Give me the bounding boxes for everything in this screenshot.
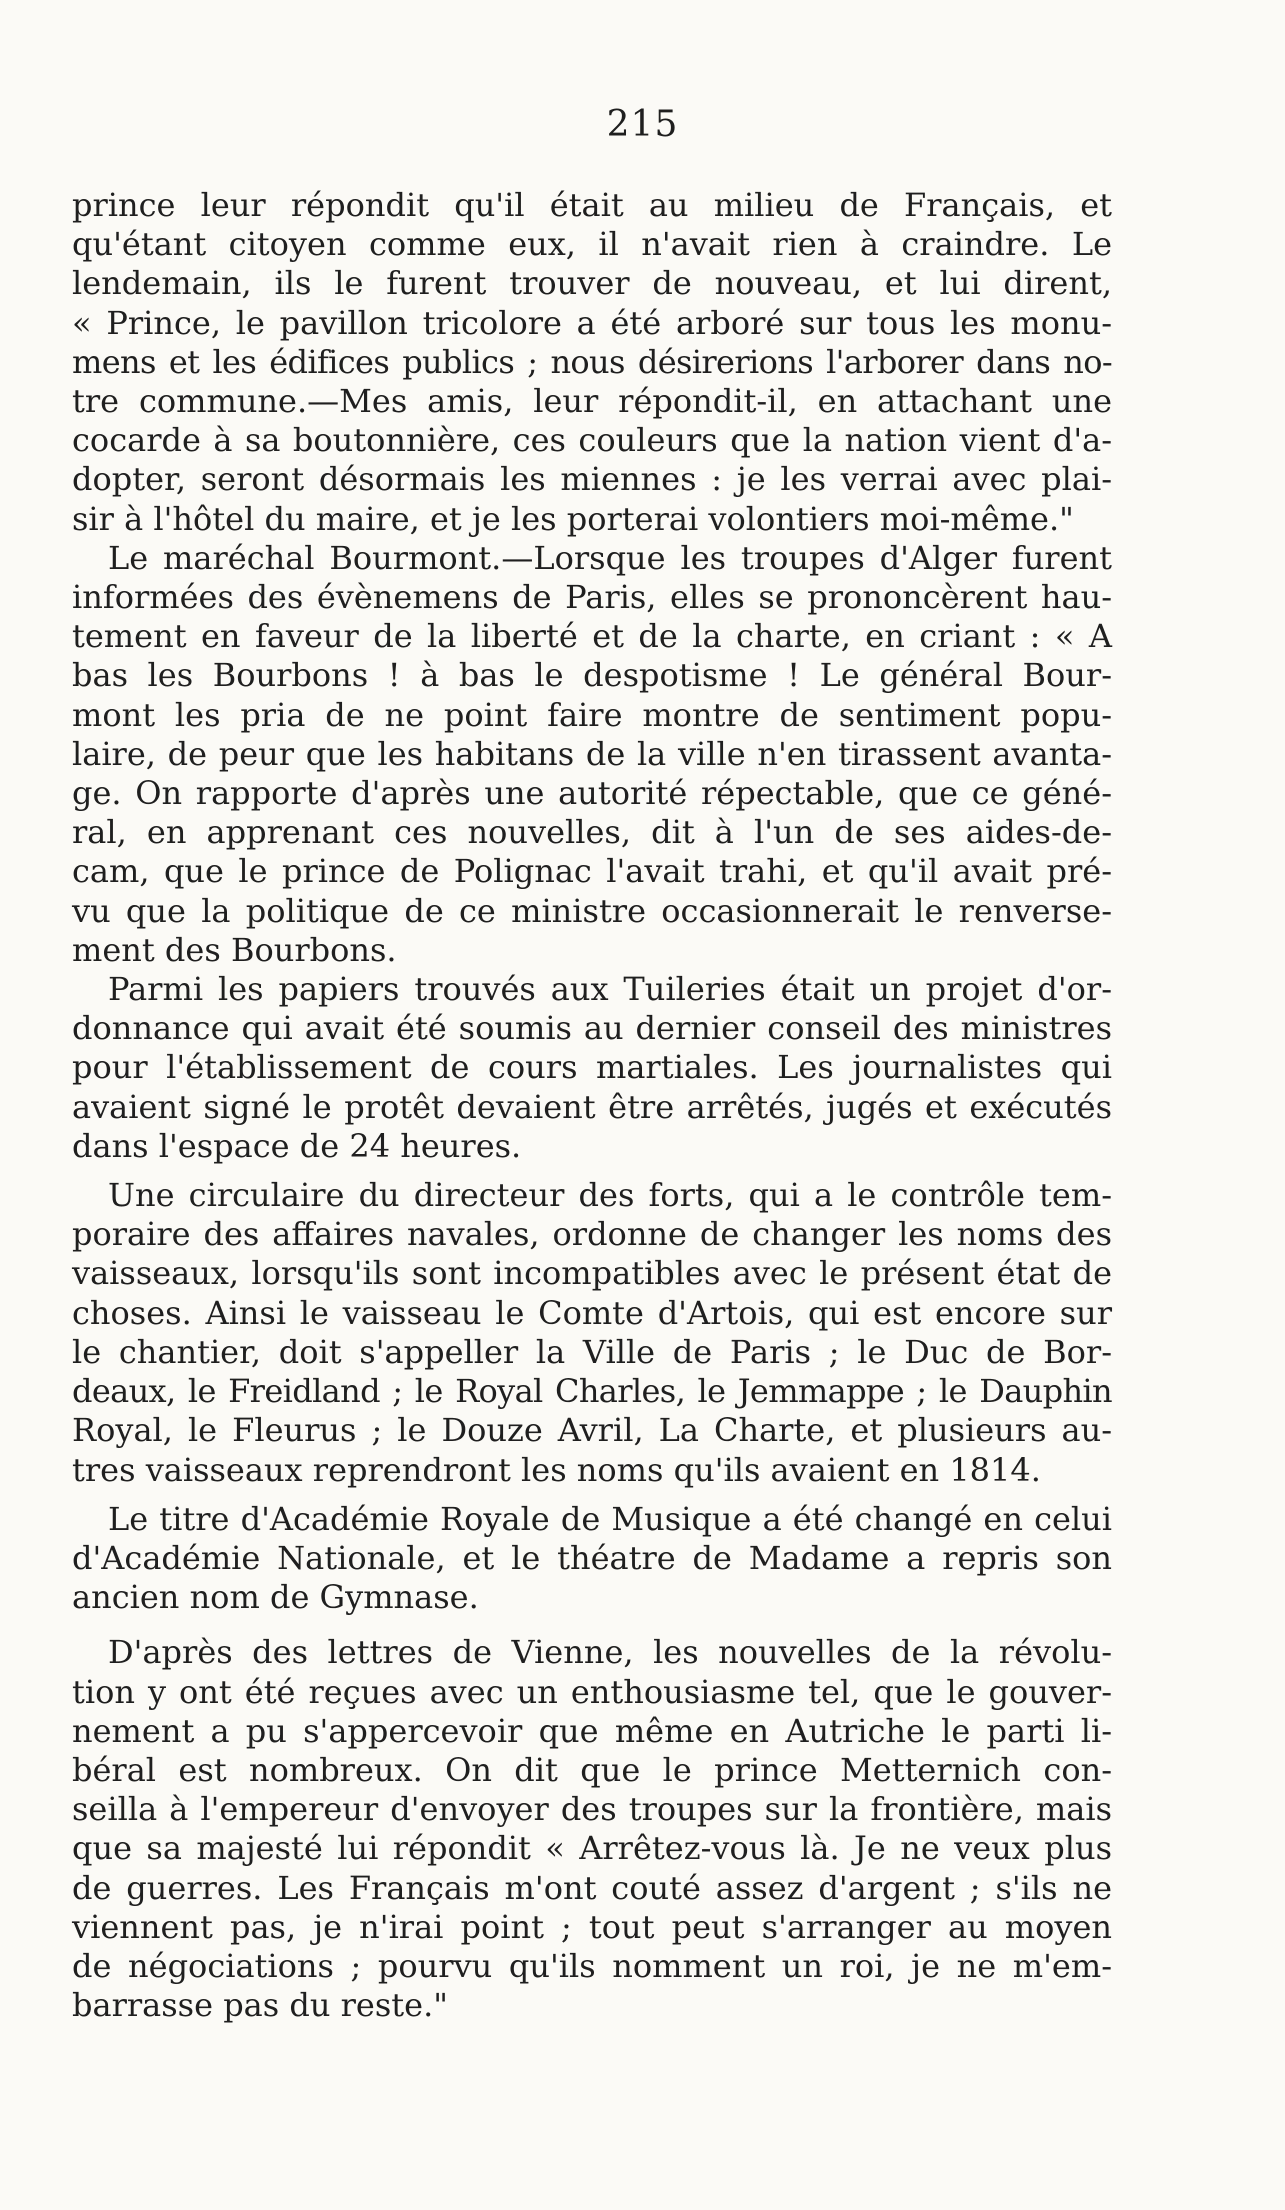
text-line: Une circulaire du directeur des forts, qui a le contrôle tem-	[108, 1176, 1112, 1215]
text-line: Royal, le Fleurus ; le Douze Avril, La Charte, et plusieurs au-	[72, 1411, 1112, 1450]
text-line: qu'étant citoyen comme eux, il n'avait rien à craindre. Le	[72, 225, 1112, 264]
text-line: donnance qui avait été soumis au dernier conseil des ministres	[72, 1009, 1112, 1048]
text-line: bas les Bourbons ! à bas le despotisme ! Le général Bour-	[72, 656, 1112, 695]
text-line: de guerres. Les Français m'ont couté assez d'argent ; s'ils ne	[72, 1868, 1112, 1907]
text-line: Parmi les papiers trouvés aux Tuileries était un projet d'or-	[108, 970, 1112, 1009]
text-line: ment des Bourbons.	[72, 930, 397, 969]
text-line: cocarde à sa boutonnière, ces couleurs que la nation vient d'a-	[72, 421, 1112, 460]
text-line: poraire des affaires navales, ordonne de changer les noms des	[72, 1215, 1112, 1254]
text-line: ral, en apprenant ces nouvelles, dit à l'un de ses aides-de-	[72, 813, 1112, 852]
text-line: choses. Ainsi le vaisseau le Comte d'Artois, qui est encore sur	[72, 1293, 1112, 1332]
text-line: que sa majesté lui répondit « Arrêtez-vous là. Je ne veux plus	[72, 1829, 1112, 1868]
text-line: avaient signé le protêt devaient être arrêtés, jugés et exécutés	[72, 1087, 1112, 1126]
paragraph	[72, 1633, 1112, 2025]
text-line: lendemain, ils le furent trouver de nouveau, et lui dirent,	[72, 264, 1112, 303]
body-text	[72, 186, 1112, 2025]
text-line: tres vaisseaux reprendront les noms qu'ils avaient en 1814.	[72, 1450, 1041, 1489]
text-line: barrasse pas du reste."	[72, 1986, 448, 2025]
text-line: ge. On rapporte d'après une autorité répectable, que ce géné-	[72, 774, 1112, 813]
paragraph	[72, 1500, 1112, 1618]
text-line: pour l'établissement de cours martiales. Les journalistes qui	[72, 1048, 1112, 1087]
text-line: seilla à l'empereur d'envoyer des troupes sur la frontière, mais	[72, 1790, 1112, 1829]
text-line: Le titre d'Académie Royale de Musique a été changé en celui	[108, 1499, 1112, 1538]
text-line: mont les pria de ne point faire montre de sentiment popu-	[72, 695, 1112, 734]
paragraph	[72, 539, 1112, 970]
text-line: vaisseaux, lorsqu'ils sont incompatibles avec le présent état de	[72, 1254, 1112, 1293]
text-line: prince leur répondit qu'il était au milieu de Français, et	[72, 186, 1112, 224]
text-line: nement a pu s'appercevoir que même en Autriche le parti li-	[72, 1711, 1112, 1750]
text-line: tion y ont été reçues avec un enthousiasme tel, que le gouver-	[72, 1672, 1112, 1711]
page-number: 215	[606, 104, 679, 145]
text-line: vu que la politique de ce ministre occasionnerait le renverse-	[72, 891, 1112, 930]
paragraph	[72, 970, 1112, 1166]
text-line: sir à l'hôtel du maire, et je les porterai volontiers moi-même."	[72, 499, 1074, 538]
text-line: mens et les édifices publics ; nous désirerions l'arborer dans no-	[72, 342, 1112, 381]
text-line: cam, que le prince de Polignac l'avait trahi, et qu'il avait pré-	[72, 852, 1112, 891]
text-line: ancien nom de Gymnase.	[72, 1578, 479, 1617]
text-line: béral est nombreux. On dit que le prince Metternich con-	[72, 1750, 1112, 1789]
text-line: d'Académie Nationale, et le théatre de Madame a repris son	[72, 1538, 1112, 1577]
text-line: dans l'espace de 24 heures.	[72, 1126, 522, 1165]
paragraph	[72, 186, 1112, 539]
text-line: Le maréchal Bourmont.—Lorsque les troupes d'Alger furent	[108, 538, 1112, 577]
text-line: viennent pas, je n'irai point ; tout peut s'arranger au moyen	[72, 1907, 1112, 1946]
text-line: tement en faveur de la liberté et de la charte, en criant : « A	[72, 617, 1112, 656]
text-line: deaux, le Freidland ; le Royal Charles, le Jemmappe ; le Dauphin	[72, 1372, 1112, 1411]
text-line: tre commune.—Mes amis, leur répondit-il, en attachant une	[72, 382, 1112, 421]
paragraph	[72, 1176, 1112, 1490]
text-line: informées des évènemens de Paris, elles se prononcèrent hau-	[72, 578, 1112, 617]
text-line: de négociations ; pourvu qu'ils nomment un roi, je ne m'em-	[72, 1946, 1112, 1985]
text-line: le chantier, doit s'appeller la Ville de Paris ; le Duc de Bor-	[72, 1332, 1112, 1371]
text-line: D'après des lettres de Vienne, les nouvelles de la révolu-	[108, 1633, 1112, 1672]
text-line: laire, de peur que les habitans de la ville n'en tirassent avanta-	[72, 734, 1112, 773]
text-line: « Prince, le pavillon tricolore a été arboré sur tous les monu-	[72, 303, 1112, 342]
text-line: dopter, seront désormais les miennes : je les verrai avec plai-	[72, 460, 1112, 499]
